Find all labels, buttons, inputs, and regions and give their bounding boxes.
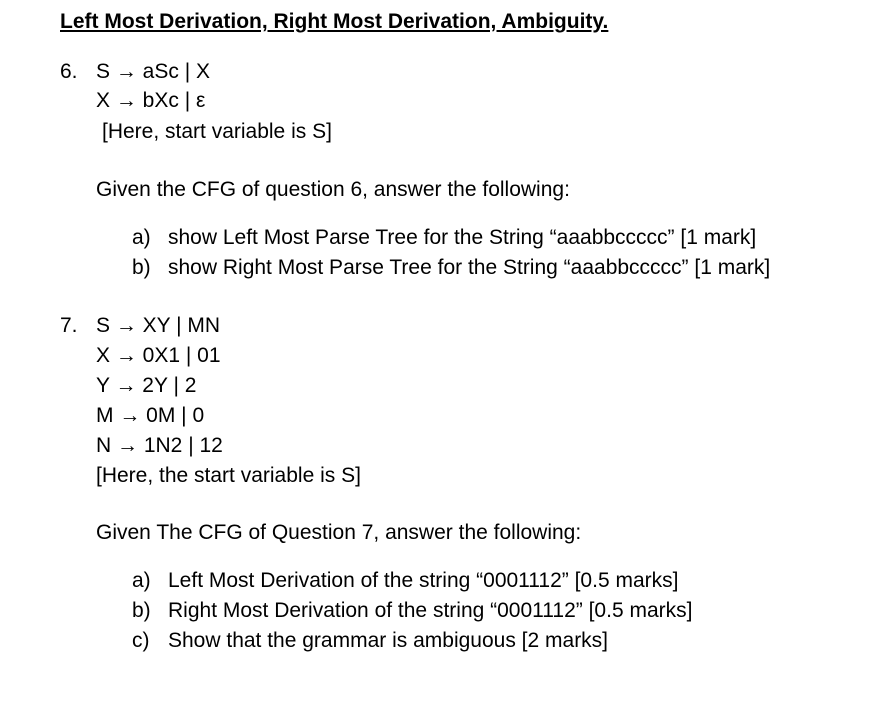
q7-rule-1: S → XY | MN: [96, 314, 221, 337]
q7-item-c-text: Show that the grammar is ambiguous [2 marks]: [168, 629, 609, 652]
q6-rule-2: X → bXc | ε: [96, 89, 206, 112]
q7-rule-3: Y → 2Y | 2: [96, 374, 197, 397]
question-6-number: 6.: [60, 60, 78, 83]
q7-item-c-label: c): [132, 629, 150, 652]
q7-rule-4: M → 0M | 0: [96, 404, 205, 427]
q6-prompt: Given the CFG of question 6, answer the following:: [96, 178, 570, 201]
q6-item-b-label: b): [132, 256, 151, 279]
q6-item-b-text: show Right Most Parse Tree for the String “aaabbccccc” [1 mark]: [168, 256, 771, 279]
q7-item-a-text: Left Most Derivation of the string “0001112” [0.5 marks]: [168, 569, 679, 592]
q7-item-b-label: b): [132, 599, 151, 622]
q7-rule-2: X → 0X1 | 01: [96, 344, 221, 367]
q6-start-note: [Here, start variable is S]: [102, 120, 332, 143]
q6-rule-1: S → aSc | X: [96, 60, 210, 83]
q6-item-a-text: show Left Most Parse Tree for the String “aaabbccccc” [1 mark]: [168, 226, 757, 249]
question-7-number: 7.: [60, 314, 78, 337]
q7-prompt: Given The CFG of Question 7, answer the following:: [96, 521, 582, 544]
q7-start-note: [Here, the start variable is S]: [96, 464, 361, 487]
q6-item-a-label: a): [132, 226, 151, 249]
q7-item-a-label: a): [132, 569, 151, 592]
page-title: Left Most Derivation, Right Most Derivation, Ambiguity.: [60, 10, 609, 33]
q7-rule-5: N → 1N2 | 12: [96, 434, 223, 457]
q7-item-b-text: Right Most Derivation of the string “0001112” [0.5 marks]: [168, 599, 693, 622]
